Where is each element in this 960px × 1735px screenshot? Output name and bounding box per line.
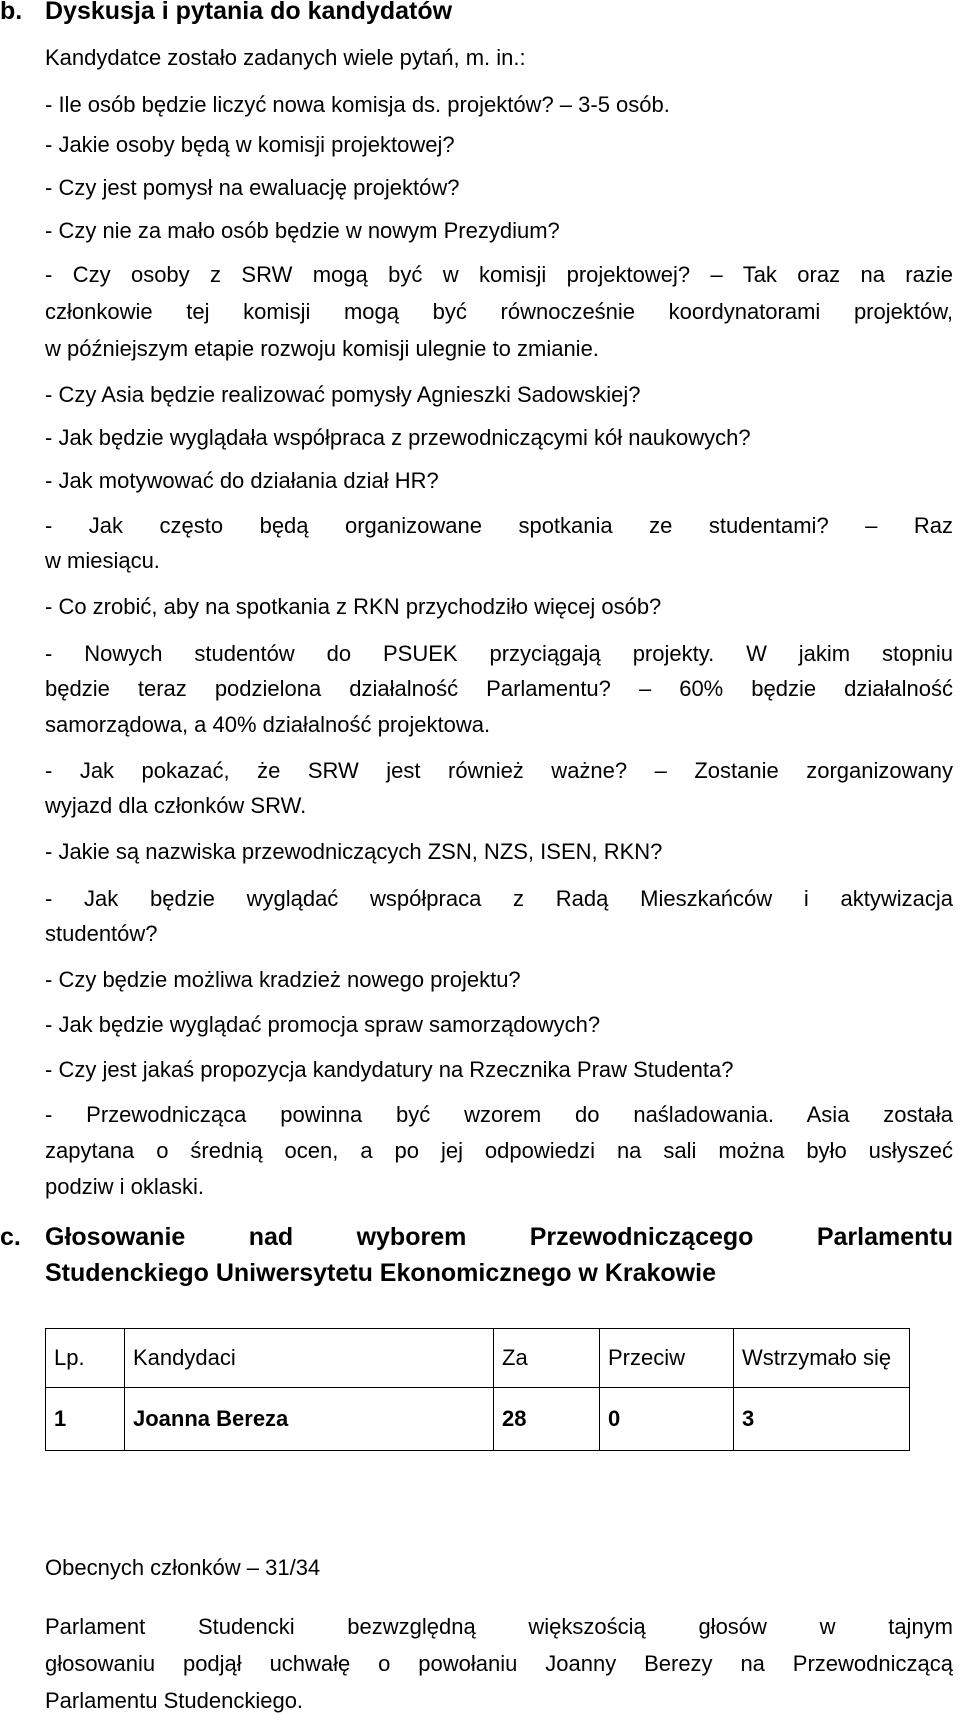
header-abstained: Wstrzymało się <box>734 1329 910 1388</box>
section-b-line: - Jak pokazać, że SRW jest również ważne? – Zostanie zorganizowany <box>45 758 953 783</box>
section-b-line: - Czy będzie możliwa kradzież nowego projektu? <box>45 967 521 992</box>
section-b-line: podziw i oklaski. <box>45 1174 204 1199</box>
resolution-line: Parlamentu Studenckiego. <box>45 1688 304 1713</box>
header-against: Przeciw <box>600 1329 734 1388</box>
table-row <box>46 1388 910 1451</box>
section-b-line: - Jak motywować do działania dział HR? <box>45 468 439 493</box>
section-c-title-line2: Studenckiego Uniwersytetu Ekonomicznego w Krakowie <box>45 1259 716 1287</box>
section-b-line: - Ile osób będzie liczyć nowa komisja ds. projektów? – 3-5 osób. <box>45 92 670 117</box>
section-b-line: - Czy jest pomysł na ewaluację projektów? <box>45 175 460 200</box>
section-b-marker: b. <box>0 0 23 25</box>
section-b-title: Dyskusja i pytania do kandydatów <box>45 0 453 25</box>
section-b-line: wyjazd dla członków SRW. <box>45 793 307 818</box>
header-for: Za <box>494 1329 600 1388</box>
section-b-line: członkowie tej komisji mogą być równocześnie koordynatorami projektów, <box>45 299 953 324</box>
section-b-line: - Jak będzie wyglądała współpraca z przewodniczącymi kół naukowych? <box>45 425 751 450</box>
section-b-line: w miesiącu. <box>45 548 160 573</box>
section-b-line: - Czy Asia będzie realizować pomysły Agnieszki Sadowskiej? <box>45 382 641 407</box>
cell-candidate: Joanna Bereza <box>125 1388 494 1451</box>
resolution-line: Parlament Studencki bezwzględną większością głosów w tajnym <box>45 1614 953 1639</box>
cell-lp: 1 <box>46 1388 125 1451</box>
section-b-line: - Przewodnicząca powinna być wzorem do naśladowania. Asia została <box>45 1102 953 1127</box>
resolution-line: głosowaniu podjął uchwałę o powołaniu Joanny Berezy na Przewodniczącą <box>45 1651 953 1676</box>
section-b-line: - Jakie osoby będą w komisji projektowej? <box>45 132 455 157</box>
header-lp: Lp. <box>46 1329 125 1388</box>
cell-against: 0 <box>600 1388 734 1451</box>
cell-for: 28 <box>494 1388 600 1451</box>
section-b-line: - Jak będzie wyglądać promocja spraw samorządowych? <box>45 1012 601 1037</box>
section-b-line: - Czy jest jakaś propozycja kandydatury na Rzecznika Praw Studenta? <box>45 1057 734 1082</box>
section-b-line: - Czy nie za mało osób będzie w nowym Prezydium? <box>45 218 560 243</box>
section-b-line: - Jak będzie wyglądać współpraca z Radą Mieszkańców i aktywizacja <box>45 886 953 911</box>
section-c-title-line1: Głosowanie nad wyborem Przewodniczącego Parlamentu <box>45 1223 953 1251</box>
section-b-line: będzie teraz podzielona działalność Parlamentu? – 60% będzie działalność <box>45 676 953 701</box>
section-b-line: - Jakie są nazwiska przewodniczących ZSN, NZS, ISEN, RKN? <box>45 839 663 864</box>
section-b-line: zapytana o średnią ocen, a po jej odpowiedzi na sali można było usłyszeć <box>45 1138 953 1163</box>
section-b-line: Kandydatce zostało zadanych wiele pytań, m. in.: <box>45 45 526 70</box>
attendance-line: Obecnych członków – 31/34 <box>45 1555 321 1580</box>
votes-table <box>45 1328 910 1451</box>
section-b-line: - Czy osoby z SRW mogą być w komisji projektowej? – Tak oraz na razie <box>45 262 953 287</box>
cell-abstained: 3 <box>734 1388 910 1451</box>
section-b-line: samorządowa, a 40% działalność projektowa. <box>45 712 491 737</box>
section-b-line: - Jak często będą organizowane spotkania ze studentami? – Raz <box>45 513 953 538</box>
section-b-line: - Nowych studentów do PSUEK przyciągają projekty. W jakim stopniu <box>45 641 953 666</box>
header-candidates: Kandydaci <box>125 1329 494 1388</box>
votes-table-header-row <box>46 1329 910 1388</box>
section-b-line: w późniejszym etapie rozwoju komisji ulegnie to zmianie. <box>45 336 599 361</box>
section-c-marker: c. <box>0 1223 21 1251</box>
section-b-line: studentów? <box>45 921 158 946</box>
section-b-line: - Co zrobić, aby na spotkania z RKN przychodziło więcej osób? <box>45 594 662 619</box>
section-c-heading <box>0 1222 960 1292</box>
